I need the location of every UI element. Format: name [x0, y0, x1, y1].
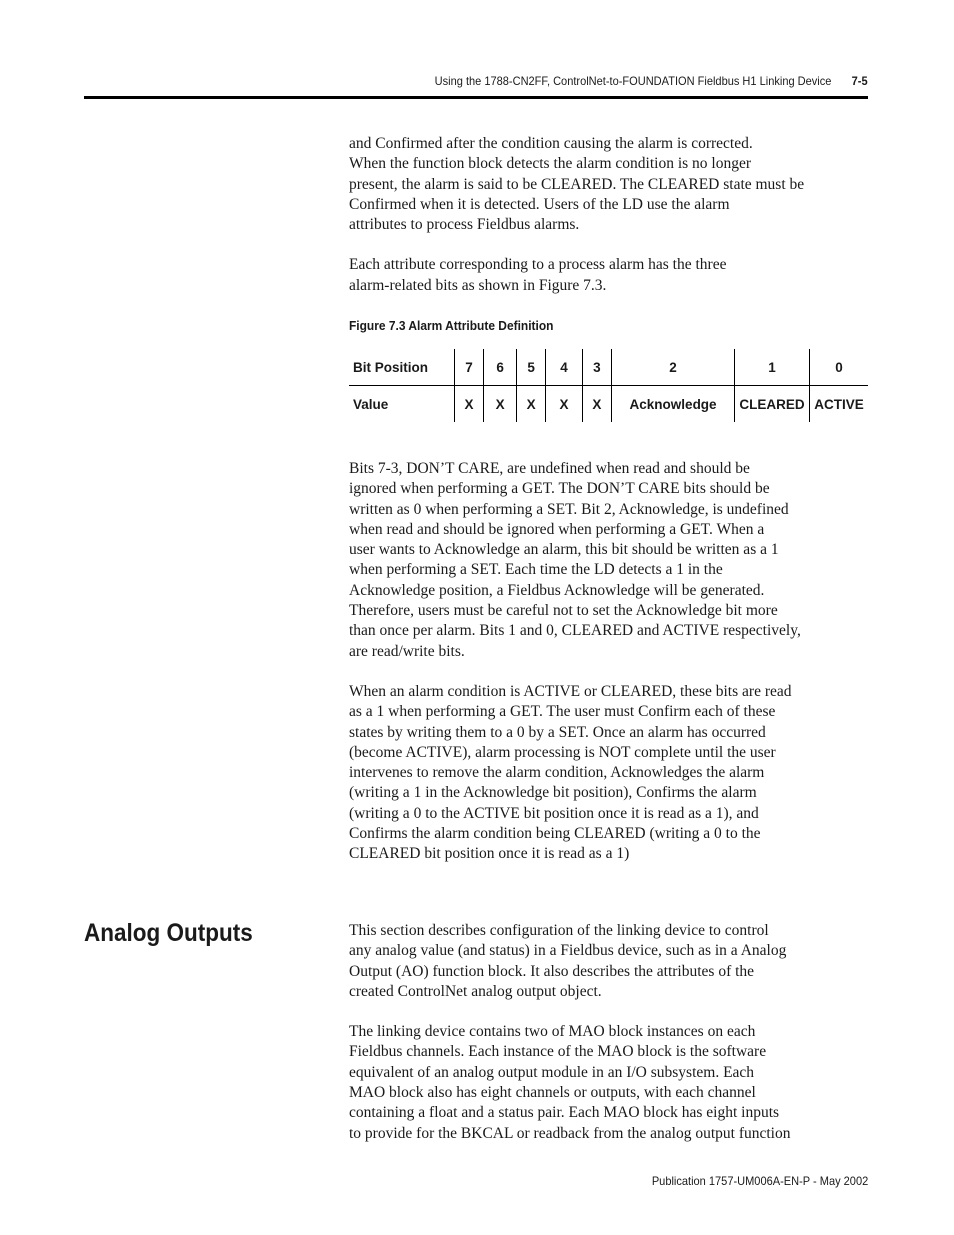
header-rule: [84, 96, 868, 99]
page-header: [435, 74, 868, 88]
table-row: [349, 386, 868, 423]
paragraph: and Confirmed after the condition causing the alarm is corrected. When the function block detects the alarm condition is no longer present, the alarm is said to be CLEARED. The CLEARED state must be Confirmed when it is detected. Users of the LD use the alarm attributes to process Fieldbus alarms.: [349, 135, 805, 234]
table-cell: 3: [582, 349, 611, 386]
page-number: 7-5: [852, 74, 868, 88]
table-cell: 5: [517, 349, 546, 386]
table-cell: Value: [353, 396, 389, 412]
table-cell: Acknowledge: [612, 386, 735, 423]
paragraph: Bits 7-3, DON’T CARE, are undefined when read and should be ignored when performing a GET. The DON’T CARE bits should be written as 0 when performing a SET. Bit 2, Acknowledge, is undefined when read and should be ignored when performing a GET. When a user wants to Acknowledge an alarm, this bit should be written as a 1 when performing a SET. Each time the LD detects a 1 in the Acknowledge position, a Fieldbus Acknowledge will be generated. Therefore, users must be careful not to set the Acknowledge bit more than once per alarm. Bits 1 and 0, CLEARED and ACTIVE respectively, are read/write bits.: [349, 460, 801, 660]
paragraph: When an alarm condition is ACTIVE or CLEARED, these bits are read as a 1 when performing a GET. The user must Confirm each of these states by writing them to a 0 by a SET. Once an alarm has occurred (become ACTIVE), alarm processing is NOT complete until the user intervenes to remove the alarm condition, Acknowledges the alarm (writing a 1 in the Acknowledge bit position), Confirms the alarm (writing a 0 to the ACTIVE bit position once it is read as a 1), and Confirms the alarm condition being CLEARED (writing a 0 to the CLEARED bit position once it is read as a 1): [349, 682, 792, 863]
table-cell: 4: [546, 349, 582, 386]
table-cell: X: [582, 386, 611, 423]
header-title: Using the 1788-CN2FF, ControlNet-to-FOUNDATION Fieldbus H1 Linking Device: [435, 74, 832, 88]
table-cell: CLEARED: [735, 386, 810, 423]
table-cell: ACTIVE: [810, 386, 869, 423]
table-cell: 0: [810, 349, 869, 386]
table-cell: 6: [484, 349, 517, 386]
table-cell: 1: [735, 349, 810, 386]
table-cell: 2: [612, 349, 735, 386]
paragraph: This section describes configuration of the linking device to control any analog value (and status) in a Fieldbus device, such as in a Analog Output (AO) function block. It also describes the attributes of the created ControlNet analog output object.: [349, 922, 787, 1000]
table-cell: X: [546, 386, 582, 423]
paragraph: The linking device contains two of MAO block instances on each Fieldbus channels. Each instance of the MAO block is the software equivalent of an analog output module in an I/O subsystem. Each MAO block also has eight channels or outputs, with each channel containing a float and a status pair. Each MAO block has eight inputs to provide for the BKCAL or readback from the analog output function: [349, 1023, 791, 1142]
alarm-attribute-table: [349, 349, 868, 422]
table-cell: 7: [454, 349, 483, 386]
table-row: [349, 349, 868, 386]
table-cell: X: [517, 386, 546, 423]
intro-text: [349, 134, 879, 296]
bits-description: [349, 459, 879, 865]
table-cell: Bit Position: [349, 349, 454, 386]
page-footer: Publication 1757-UM006A-EN-P - May 2002: [651, 1174, 868, 1188]
paragraph: Each attribute corresponding to a process alarm has the three alarm-related bits as shown in Figure 7.3.: [349, 256, 727, 294]
section-body: [349, 921, 879, 1144]
table-cell: X: [454, 386, 483, 423]
section-title: Analog Outputs: [84, 919, 253, 947]
figure-caption: Figure 7.3 Alarm Attribute Definition: [349, 318, 554, 333]
table-cell: X: [484, 386, 517, 423]
